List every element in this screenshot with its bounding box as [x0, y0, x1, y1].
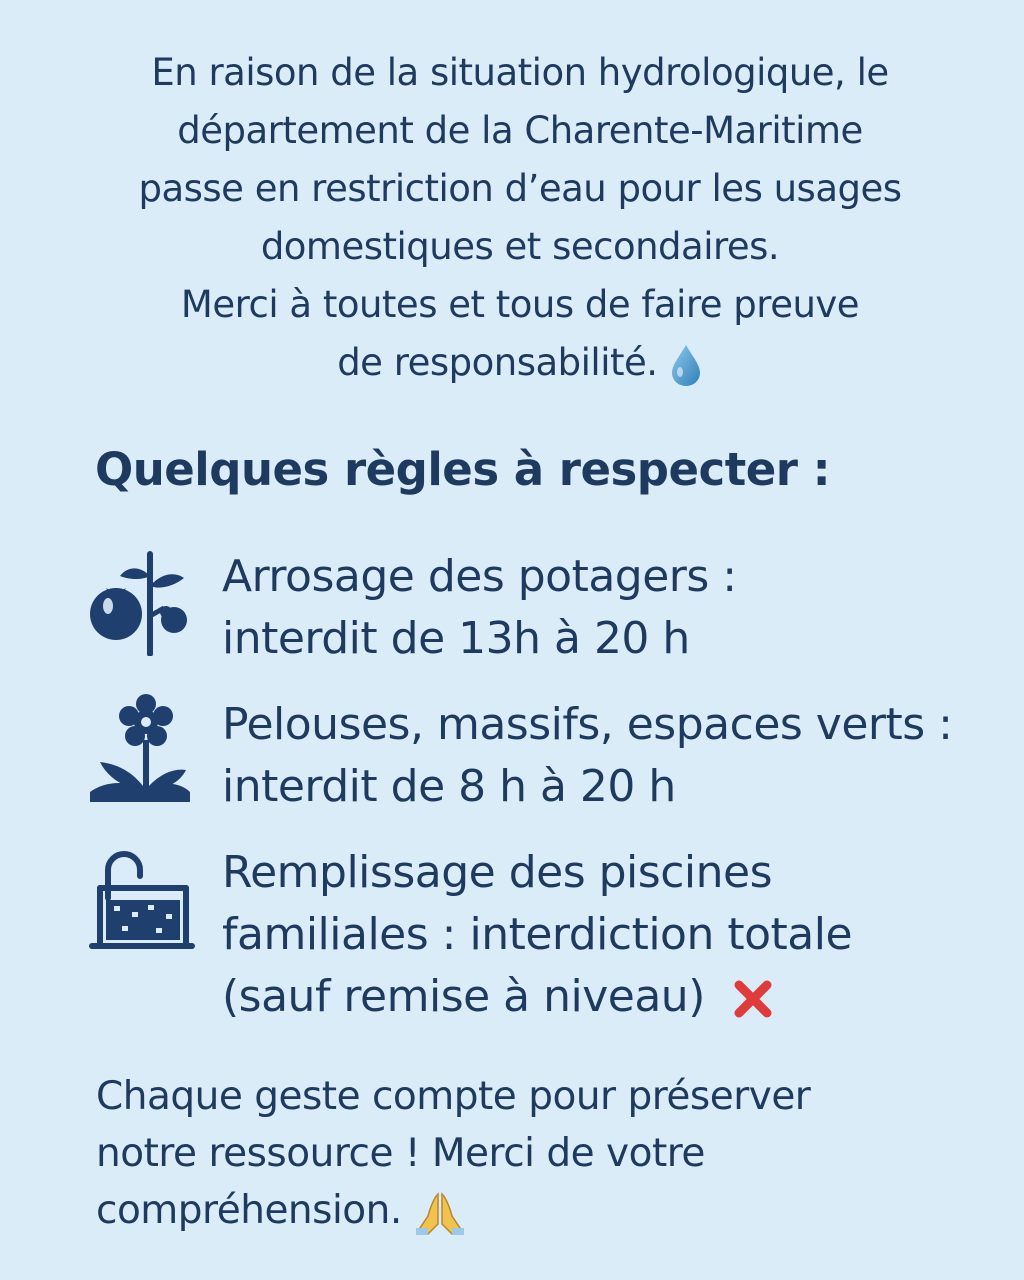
tomato-plant-icon [86, 546, 196, 656]
rules-heading: Quelques règles à respecter : [95, 443, 831, 496]
outro-line-3: compréhension. [96, 1188, 402, 1233]
rule-text [222, 546, 737, 670]
rule-1-title: Arrosage des potagers : [222, 551, 737, 602]
rule-text [222, 842, 852, 1028]
rule-2-title: Pelouses, massifs, espaces verts : [222, 699, 953, 750]
intro-line-6-wrap [60, 334, 980, 392]
rule-3-note: (sauf remise à niveau) [222, 971, 705, 1022]
flower-icon [86, 694, 196, 804]
rule-green-spaces [86, 694, 986, 818]
rule-1-detail: interdit de 13h à 20 h [222, 613, 690, 664]
intro-line-6: de responsabilité. [337, 341, 658, 384]
intro-line-1: En raison de la situation hydrologique, le [151, 51, 889, 94]
rule-swimming-pool [86, 842, 986, 1028]
intro-line-5: Merci à toutes et tous de faire preuve [180, 283, 860, 326]
rule-vegetable-garden [86, 546, 986, 670]
rule-3-note-wrap [222, 966, 852, 1028]
intro-line-3: passe en restriction d’eau pour les usages [138, 167, 902, 210]
pool-icon [86, 842, 196, 952]
water-drop-icon [669, 343, 703, 387]
intro-line-4: domestiques et secondaires. [260, 225, 780, 268]
outro-line-1: Chaque geste compte pour préserver [96, 1074, 811, 1119]
rule-3-title: Remplissage des piscines [222, 847, 772, 898]
intro-line-2: département de la Charente-Maritime [177, 109, 863, 152]
rule-text [222, 694, 952, 818]
rule-3-detail: familiales : interdiction totale [222, 909, 853, 960]
intro-text [60, 44, 980, 392]
red-cross-icon [732, 978, 774, 1020]
outro-line-3-wrap [96, 1182, 976, 1239]
outro-text [96, 1068, 976, 1239]
rule-2-detail: interdit de 8 h à 20 h [222, 761, 676, 812]
outro-line-2: notre ressource ! Merci de votre [96, 1131, 705, 1176]
praying-hands-icon [414, 1190, 466, 1236]
